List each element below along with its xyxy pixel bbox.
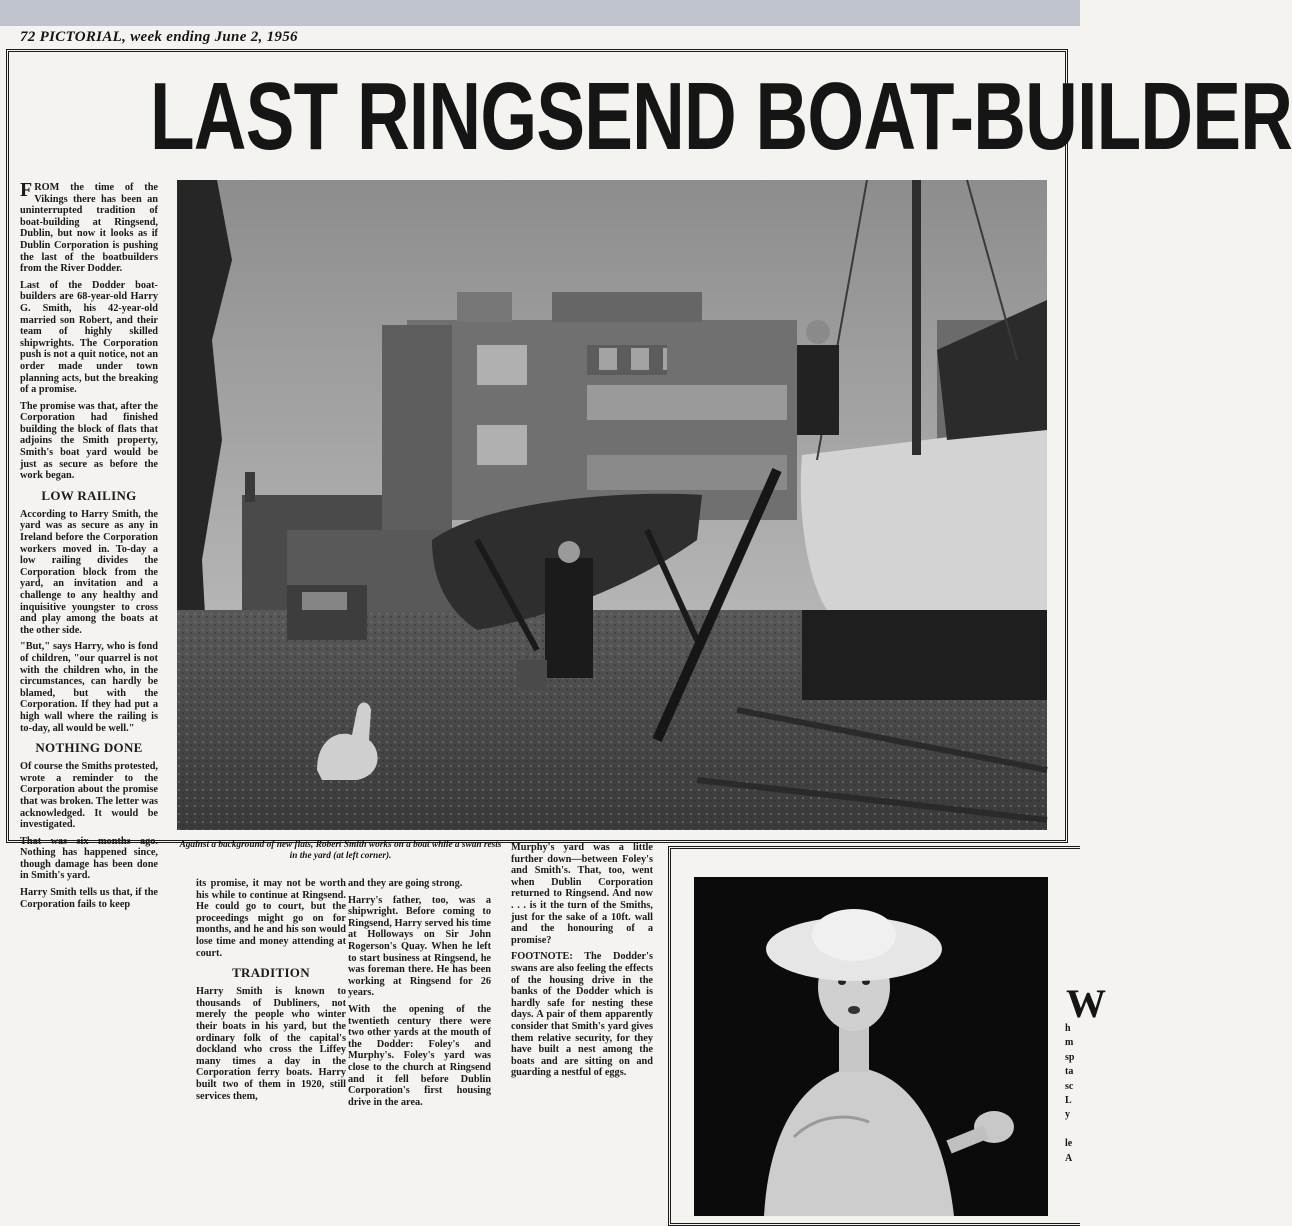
paragraph: Harry Smith tells us that, if the Corporation fails to keep bbox=[20, 887, 158, 910]
text-fragment: A bbox=[1065, 1152, 1073, 1164]
woman-in-hat-illustration bbox=[694, 877, 1048, 1216]
text-fragment: y bbox=[1065, 1109, 1070, 1121]
paragraph: "But," says Harry, who is fond of children, "our quarrel is not with the children who, in the circumstances, can hardly be blamed, but with the Corporation. If they had put a high wall where the railing is to-day, all would be well." bbox=[20, 641, 158, 734]
subheading-tradition: TRADITION bbox=[232, 965, 310, 981]
text-fragment: m bbox=[1065, 1037, 1074, 1049]
article-column-1 bbox=[20, 179, 158, 1212]
boatyard-illustration bbox=[177, 180, 1047, 830]
running-head: 72 PICTORIAL, week ending June 2, 1956 bbox=[20, 29, 298, 45]
paragraph: FROM the time of the Vikings there has been an uninterrupted tradition of boat-building at Ringsend, Dublin, but now it looks as if Dublin Corporation is pushing the last of the boatbuilders from the River Dodder. bbox=[20, 179, 158, 275]
paragraph: Last of the Dodder boat-builders are 68-year-old Harry G. Smith, his 42-year-old married son Robert, and their team of highly skilled shipwrights. The Corporation push is not a quit notice, not an order made under town planning acts, but the breaking of a promise. bbox=[20, 279, 158, 396]
text-fragment: sp bbox=[1065, 1051, 1075, 1063]
text-fragment: sc bbox=[1065, 1080, 1074, 1092]
text-fragment: le bbox=[1065, 1138, 1073, 1150]
paragraph: and they are going strong. bbox=[348, 878, 463, 889]
paragraph: Murphy's yard was a little further down—between Foley's and Smith's. That, too, went when Dublin Corporation returned to Ringsend. And now . . . is it the turn of the Smiths, just for the sake of a 10ft. wall and the honouring of a promise? bbox=[511, 842, 653, 946]
photo-caption: Against a background of new flats, Robert Smith works on a boat while a swan rests in the yard (at left corner). bbox=[179, 840, 502, 861]
paragraph: FOOTNOTE: The Dodder's swans are also feeling the effects of the housing drive in the banks of the Dodder which is hardly safe for nesting these days. A pair of them apparently consider that Smith's yard gives them relative security, for they have built a nest among the boats and are sitting on and guarding a nestful of eggs. bbox=[511, 951, 653, 1079]
paragraph: That was six months ago. Nothing has happened since, though damage has been done in Smith's yard. bbox=[20, 835, 158, 882]
article-column-3 bbox=[348, 878, 491, 1212]
text-fragment: ta bbox=[1065, 1066, 1074, 1078]
next-article-text-fragments bbox=[1065, 1022, 1080, 1166]
paragraph: According to Harry Smith, the yard was as secure as any in Ireland before the Corporation workers moved in. To-day a low railing divides the Corporation block from the yard, an invitation and a challenge to any healthy and inquisitive youngster to cross and play among the boats at the other side. bbox=[20, 508, 158, 636]
paragraph: Harry Smith is known to thousands of Dubliners, not merely the people who winter their boats in his yard, but the ordinary folk of the capital's dockland who cross the Liffey many times a day in the Corporation ferry boats. Harry built two of them in 1920, still services them, bbox=[196, 986, 346, 1102]
browser-top-bar bbox=[0, 0, 1080, 26]
text-fragment bbox=[1065, 1123, 1080, 1137]
paragraph: its promise, it may not be worth his while to continue at Ringsend. He could go to court, but the proceedings might go on for months, and he and his son would lose time and money attending at court. bbox=[196, 878, 346, 959]
headline: LAST RINGSEND BOAT-BUILDER bbox=[150, 63, 1292, 170]
paragraph: Of course the Smiths protested, wrote a reminder to the Corporation about the promise that was broken. The letter was acknowledged. It would be investigated. bbox=[20, 761, 158, 831]
paragraph: With the opening of the twentieth century there were two other yards at the mouth of the Dodder: Foley's and Murphy's. Foley's yard was close to the church at Ringsend and it fell before Dublin Corporation's first housing drive in the area. bbox=[348, 1003, 491, 1108]
article-column-2 bbox=[196, 878, 346, 1212]
text-fragment: L bbox=[1065, 1095, 1072, 1107]
paragraph: Harry's father, too, was a shipwright. Before coming to Ringsend, Harry served his time at Holloways on Sir John Rogerson's Quay. When he left to start business at Ringsend, he was foreman there. He has been working at Ringsend for 26 years. bbox=[348, 894, 491, 999]
article-column-4 bbox=[511, 842, 653, 1212]
text-fragment: h bbox=[1065, 1023, 1071, 1034]
next-article-dropcap: W bbox=[1066, 981, 1106, 1026]
subheading-low-railing: LOW RAILING bbox=[41, 487, 137, 503]
boatyard-photo bbox=[177, 180, 1047, 830]
portrait-photo bbox=[694, 877, 1048, 1216]
subheading-nothing-done: NOTHING DONE bbox=[35, 740, 143, 756]
paragraph: The promise was that, after the Corporation had finished building the block of flats that adjoins the Smith property, Smith's boat yard would be just as secure as before the work began. bbox=[20, 400, 158, 482]
